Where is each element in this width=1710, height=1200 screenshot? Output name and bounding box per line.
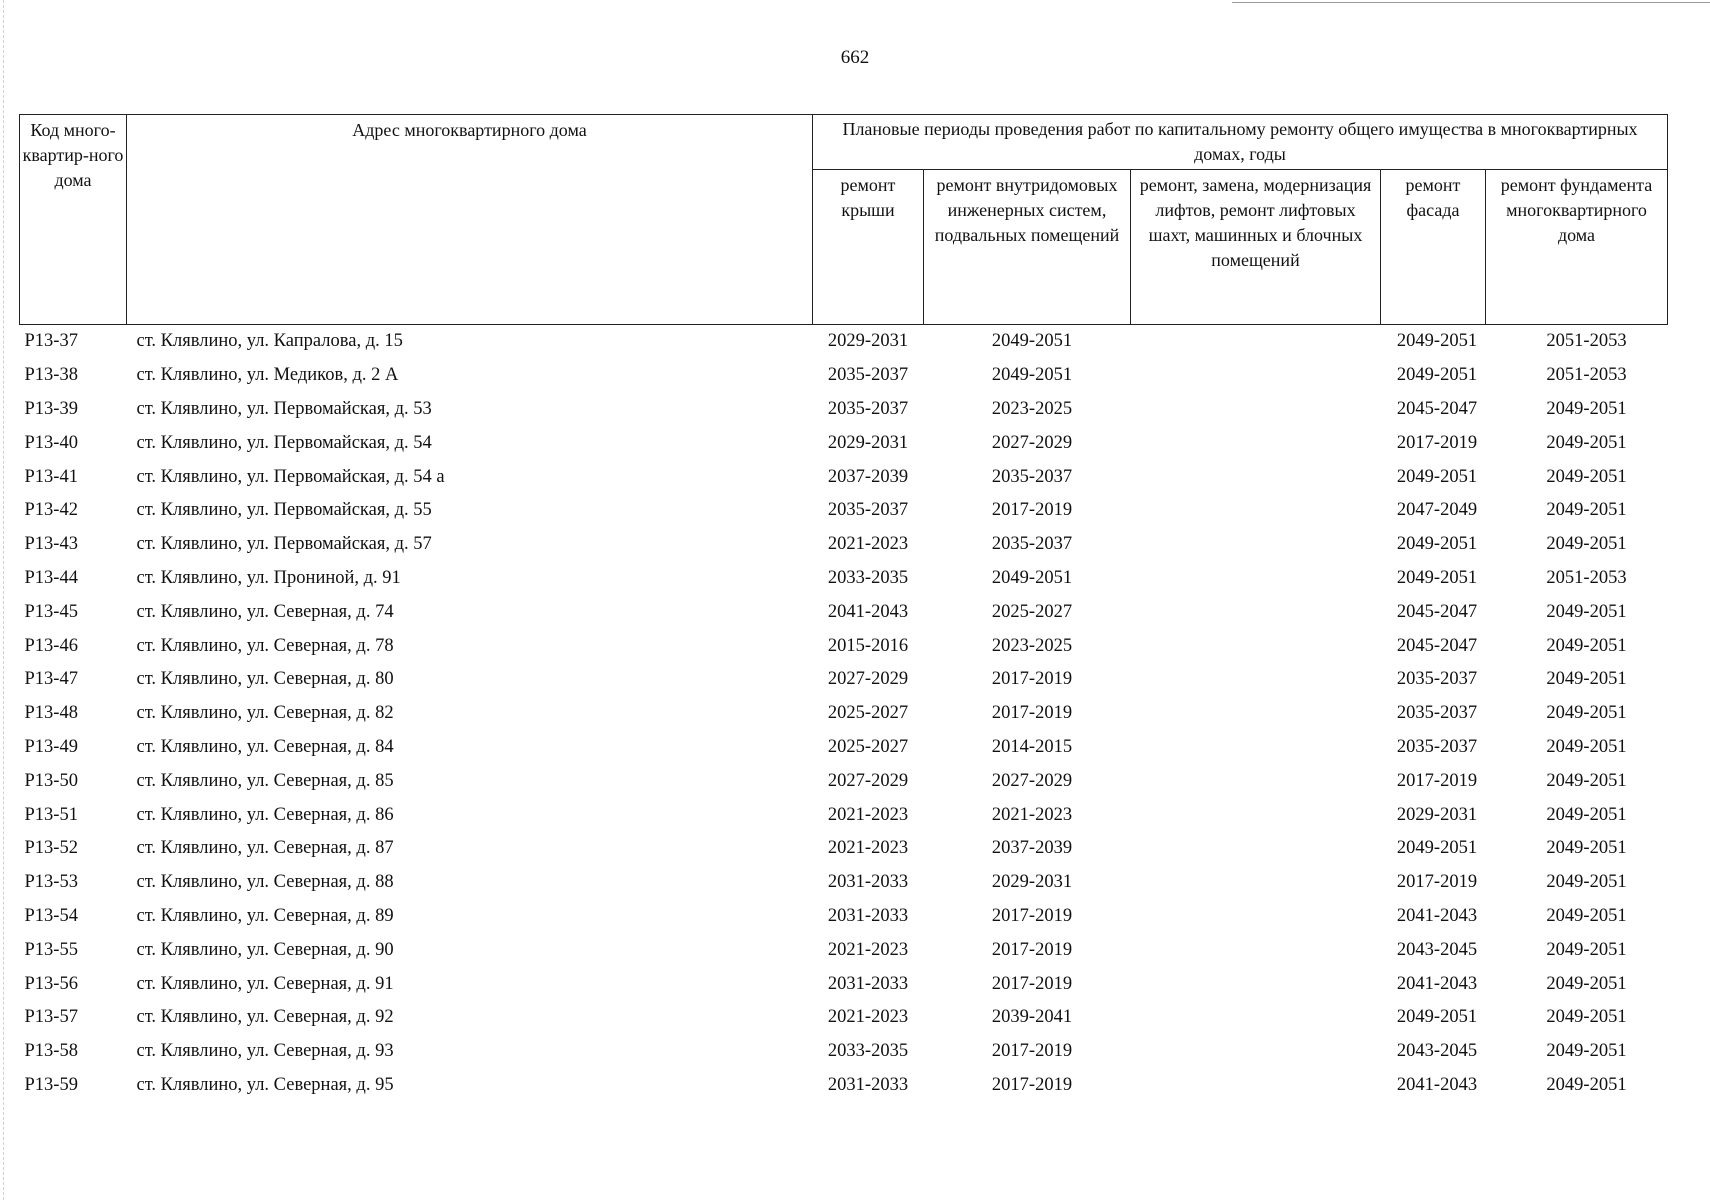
- cell-building-code: Р13-44: [24, 567, 78, 588]
- table-row: [20, 731, 1668, 765]
- cell-facade-repair: 2029-2031: [1396, 804, 1478, 825]
- cell-lift-repair: [1131, 967, 1381, 1001]
- cell-foundation-repair: 2049-2051: [1546, 398, 1627, 419]
- cell-lift-repair: [1131, 1001, 1381, 1035]
- cell-address: ст. Клявлино, ул. Капралова, д. 15: [136, 331, 403, 352]
- header-lifts: ремонт, замена, модернизация лифтов, ремонт лифтовых шахт, машинных и блочных помещений: [1131, 170, 1381, 325]
- cell-building-code: Р13-56: [24, 973, 78, 994]
- table-row: [20, 764, 1668, 798]
- cell-facade-repair: 2047-2049: [1396, 500, 1478, 521]
- cell-lift-repair: [1131, 798, 1381, 832]
- table-row: [20, 1001, 1668, 1035]
- cell-lift-repair: [1131, 393, 1381, 427]
- cell-lift-repair: [1131, 731, 1381, 765]
- cell-building-code: Р13-39: [24, 398, 78, 419]
- cell-lift-repair: [1131, 1069, 1381, 1103]
- header-systems: ремонт внутридомовых инженерных систем, подвальных помещений: [924, 170, 1131, 325]
- cell-address: ст. Клявлино, ул. Северная, д. 92: [136, 1007, 394, 1028]
- cell-foundation-repair: 2049-2051: [1546, 1007, 1627, 1028]
- header-work-periods: Плановые периоды проведения работ по капитальному ремонту общего имущества в многоквартирных домах, годы: [813, 115, 1668, 170]
- cell-address: ст. Клявлино, ул. Северная, д. 89: [136, 905, 394, 926]
- cell-building-code: Р13-37: [24, 331, 78, 352]
- cell-address: ст. Клявлино, ул. Северная, д. 90: [136, 939, 394, 960]
- cell-systems-repair: 2017-2019: [991, 500, 1073, 521]
- page-number: 662: [840, 47, 870, 68]
- cell-facade-repair: 2049-2051: [1396, 838, 1478, 859]
- cell-building-code: Р13-38: [24, 365, 78, 386]
- cell-foundation-repair: 2051-2053: [1546, 567, 1627, 588]
- cell-systems-repair: 2021-2023: [991, 804, 1073, 825]
- cell-building-code: Р13-43: [24, 534, 78, 555]
- cell-roof-repair: 2031-2033: [827, 872, 909, 893]
- header-row-top: [20, 115, 1668, 170]
- cell-roof-repair: 2031-2033: [827, 1074, 909, 1095]
- cell-foundation-repair: 2049-2051: [1546, 973, 1627, 994]
- cell-building-code: Р13-50: [24, 770, 78, 791]
- cell-roof-repair: 2015-2016: [827, 635, 909, 656]
- cell-roof-repair: 2025-2027: [827, 703, 909, 724]
- cell-systems-repair: 2037-2039: [991, 838, 1073, 859]
- cell-foundation-repair: 2049-2051: [1546, 432, 1627, 453]
- table-header: [20, 115, 1668, 325]
- header-code: Код много-квартир-ного дома: [20, 115, 127, 325]
- cell-address: ст. Клявлино, ул. Северная, д. 87: [136, 838, 394, 859]
- cell-roof-repair: 2029-2031: [827, 331, 909, 352]
- cell-building-code: Р13-59: [24, 1074, 78, 1095]
- cell-systems-repair: 2017-2019: [991, 1041, 1073, 1062]
- cell-address: ст. Клявлино, ул. Северная, д. 82: [136, 703, 394, 724]
- cell-facade-repair: 2049-2051: [1396, 534, 1478, 555]
- cell-lift-repair: [1131, 528, 1381, 562]
- cell-foundation-repair: 2049-2051: [1546, 770, 1627, 791]
- cell-roof-repair: 2027-2029: [827, 669, 909, 690]
- cell-roof-repair: 2035-2037: [827, 398, 909, 419]
- table-row: [20, 1035, 1668, 1069]
- cell-systems-repair: 2023-2025: [991, 398, 1073, 419]
- cell-foundation-repair: 2049-2051: [1546, 1074, 1627, 1095]
- cell-lift-repair: [1131, 866, 1381, 900]
- cell-building-code: Р13-57: [24, 1007, 78, 1028]
- cell-facade-repair: 2043-2045: [1396, 1041, 1478, 1062]
- cell-roof-repair: 2035-2037: [827, 365, 909, 386]
- cell-systems-repair: 2025-2027: [991, 601, 1073, 622]
- cell-address: ст. Клявлино, ул. Северная, д. 80: [136, 669, 394, 690]
- cell-building-code: Р13-52: [24, 838, 78, 859]
- table-row: [20, 866, 1668, 900]
- cell-systems-repair: 2014-2015: [991, 736, 1073, 757]
- cell-address: ст. Клявлино, ул. Первомайская, д. 55: [136, 500, 432, 521]
- table-body: [20, 325, 1668, 1103]
- header-address: Адрес многоквартирного дома: [127, 115, 813, 325]
- cell-address: ст. Клявлино, ул. Северная, д. 88: [136, 872, 394, 893]
- cell-facade-repair: 2049-2051: [1396, 331, 1478, 352]
- cell-address: ст. Клявлино, ул. Северная, д. 93: [136, 1041, 394, 1062]
- table-row: [20, 426, 1668, 460]
- table-row: [20, 900, 1668, 934]
- cell-facade-repair: 2043-2045: [1396, 939, 1478, 960]
- cell-address: ст. Клявлино, ул. Северная, д. 95: [136, 1074, 394, 1095]
- cell-foundation-repair: 2049-2051: [1546, 601, 1627, 622]
- cell-facade-repair: 2017-2019: [1396, 770, 1478, 791]
- cell-address: ст. Клявлино, ул. Прониной, д. 91: [136, 567, 401, 588]
- cell-lift-repair: [1131, 933, 1381, 967]
- cell-building-code: Р13-40: [24, 432, 78, 453]
- cell-lift-repair: [1131, 629, 1381, 663]
- cell-building-code: Р13-49: [24, 736, 78, 757]
- cell-lift-repair: [1131, 832, 1381, 866]
- cell-address: ст. Клявлино, ул. Первомайская, д. 54 а: [136, 466, 445, 487]
- cell-building-code: Р13-55: [24, 939, 78, 960]
- cell-roof-repair: 2021-2023: [827, 838, 909, 859]
- cell-systems-repair: 2035-2037: [991, 534, 1073, 555]
- cell-building-code: Р13-58: [24, 1041, 78, 1062]
- cell-systems-repair: 2035-2037: [991, 466, 1073, 487]
- cell-foundation-repair: 2049-2051: [1546, 703, 1627, 724]
- header-facade: ремонт фасада: [1381, 170, 1486, 325]
- table-row: [20, 832, 1668, 866]
- cell-lift-repair: [1131, 697, 1381, 731]
- cell-facade-repair: 2041-2043: [1396, 905, 1478, 926]
- cell-lift-repair: [1131, 764, 1381, 798]
- table-row: [20, 494, 1668, 528]
- table-row: [20, 359, 1668, 393]
- cell-roof-repair: 2025-2027: [827, 736, 909, 757]
- cell-lift-repair: [1131, 1035, 1381, 1069]
- cell-lift-repair: [1131, 595, 1381, 629]
- cell-facade-repair: 2049-2051: [1396, 1007, 1478, 1028]
- cell-building-code: Р13-41: [24, 466, 78, 487]
- cell-foundation-repair: 2049-2051: [1546, 736, 1627, 757]
- cell-systems-repair: 2039-2041: [991, 1007, 1073, 1028]
- cell-foundation-repair: 2051-2053: [1546, 365, 1627, 386]
- cell-building-code: Р13-53: [24, 872, 78, 893]
- cell-systems-repair: 2027-2029: [991, 432, 1073, 453]
- table-row: [20, 325, 1668, 359]
- table-row: [20, 967, 1668, 1001]
- cell-systems-repair: 2017-2019: [991, 1074, 1073, 1095]
- cell-systems-repair: 2017-2019: [991, 905, 1073, 926]
- cell-roof-repair: 2037-2039: [827, 466, 909, 487]
- cell-roof-repair: 2031-2033: [827, 905, 909, 926]
- cell-address: ст. Клявлино, ул. Первомайская, д. 54: [136, 432, 432, 453]
- cell-roof-repair: 2027-2029: [827, 770, 909, 791]
- cell-lift-repair: [1131, 494, 1381, 528]
- cell-address: ст. Клявлино, ул. Северная, д. 85: [136, 770, 394, 791]
- table-row: [20, 663, 1668, 697]
- cell-roof-repair: 2029-2031: [827, 432, 909, 453]
- cell-facade-repair: 2035-2037: [1396, 669, 1478, 690]
- cell-foundation-repair: 2049-2051: [1546, 635, 1627, 656]
- cell-foundation-repair: 2049-2051: [1546, 939, 1627, 960]
- cell-foundation-repair: 2049-2051: [1546, 500, 1627, 521]
- repair-schedule-table: [19, 114, 1668, 1102]
- table-row: [20, 595, 1668, 629]
- scan-margin-rule: [3, 0, 4, 1200]
- cell-foundation-repair: 2049-2051: [1546, 1041, 1627, 1062]
- cell-roof-repair: 2031-2033: [827, 973, 909, 994]
- cell-systems-repair: 2027-2029: [991, 770, 1073, 791]
- table-row: [20, 933, 1668, 967]
- cell-address: ст. Клявлино, ул. Северная, д. 84: [136, 736, 394, 757]
- scan-top-rule: [1232, 2, 1710, 3]
- cell-lift-repair: [1131, 325, 1381, 359]
- cell-building-code: Р13-54: [24, 905, 78, 926]
- cell-systems-repair: 2017-2019: [991, 973, 1073, 994]
- cell-address: ст. Клявлино, ул. Северная, д. 86: [136, 804, 394, 825]
- table-row: [20, 798, 1668, 832]
- cell-foundation-repair: 2049-2051: [1546, 838, 1627, 859]
- header-roof: ремонт крыши: [813, 170, 924, 325]
- cell-foundation-repair: 2051-2053: [1546, 331, 1627, 352]
- cell-roof-repair: 2033-2035: [827, 1041, 909, 1062]
- cell-foundation-repair: 2049-2051: [1546, 466, 1627, 487]
- table-row: [20, 528, 1668, 562]
- table-row: [20, 1069, 1668, 1103]
- cell-roof-repair: 2021-2023: [827, 939, 909, 960]
- cell-systems-repair: 2023-2025: [991, 635, 1073, 656]
- cell-facade-repair: 2035-2037: [1396, 736, 1478, 757]
- cell-roof-repair: 2021-2023: [827, 804, 909, 825]
- cell-facade-repair: 2049-2051: [1396, 567, 1478, 588]
- cell-lift-repair: [1131, 460, 1381, 494]
- cell-roof-repair: 2041-2043: [827, 601, 909, 622]
- cell-facade-repair: 2017-2019: [1396, 872, 1478, 893]
- cell-facade-repair: 2017-2019: [1396, 432, 1478, 453]
- cell-lift-repair: [1131, 663, 1381, 697]
- cell-facade-repair: 2035-2037: [1396, 703, 1478, 724]
- cell-lift-repair: [1131, 900, 1381, 934]
- cell-building-code: Р13-45: [24, 601, 78, 622]
- cell-facade-repair: 2041-2043: [1396, 1074, 1478, 1095]
- cell-building-code: Р13-42: [24, 500, 78, 521]
- cell-lift-repair: [1131, 359, 1381, 393]
- cell-systems-repair: 2049-2051: [991, 567, 1073, 588]
- cell-address: ст. Клявлино, ул. Северная, д. 74: [136, 601, 394, 622]
- cell-building-code: Р13-51: [24, 804, 78, 825]
- cell-lift-repair: [1131, 562, 1381, 596]
- table-row: [20, 460, 1668, 494]
- cell-systems-repair: 2029-2031: [991, 872, 1073, 893]
- cell-building-code: Р13-46: [24, 635, 78, 656]
- cell-lift-repair: [1131, 426, 1381, 460]
- cell-systems-repair: 2017-2019: [991, 939, 1073, 960]
- cell-roof-repair: 2033-2035: [827, 567, 909, 588]
- cell-facade-repair: 2045-2047: [1396, 601, 1478, 622]
- cell-address: ст. Клявлино, ул. Медиков, д. 2 А: [136, 365, 399, 386]
- cell-address: ст. Клявлино, ул. Северная, д. 78: [136, 635, 394, 656]
- cell-building-code: Р13-47: [24, 669, 78, 690]
- cell-foundation-repair: 2049-2051: [1546, 804, 1627, 825]
- cell-systems-repair: 2049-2051: [991, 331, 1073, 352]
- cell-facade-repair: 2049-2051: [1396, 466, 1478, 487]
- header-foundation: ремонт фундамента многоквартирного дома: [1486, 170, 1668, 325]
- cell-systems-repair: 2017-2019: [991, 703, 1073, 724]
- cell-foundation-repair: 2049-2051: [1546, 669, 1627, 690]
- cell-address: ст. Клявлино, ул. Северная, д. 91: [136, 973, 394, 994]
- cell-facade-repair: 2045-2047: [1396, 635, 1478, 656]
- cell-facade-repair: 2045-2047: [1396, 398, 1478, 419]
- table-row: [20, 697, 1668, 731]
- cell-facade-repair: 2041-2043: [1396, 973, 1478, 994]
- cell-roof-repair: 2021-2023: [827, 534, 909, 555]
- cell-systems-repair: 2049-2051: [991, 365, 1073, 386]
- table-row: [20, 562, 1668, 596]
- table-row: [20, 393, 1668, 427]
- cell-foundation-repair: 2049-2051: [1546, 534, 1627, 555]
- cell-foundation-repair: 2049-2051: [1546, 872, 1627, 893]
- table-row: [20, 629, 1668, 663]
- cell-address: ст. Клявлино, ул. Первомайская, д. 57: [136, 534, 432, 555]
- cell-roof-repair: 2035-2037: [827, 500, 909, 521]
- cell-address: ст. Клявлино, ул. Первомайская, д. 53: [136, 398, 432, 419]
- cell-roof-repair: 2021-2023: [827, 1007, 909, 1028]
- cell-building-code: Р13-48: [24, 703, 78, 724]
- cell-systems-repair: 2017-2019: [991, 669, 1073, 690]
- cell-foundation-repair: 2049-2051: [1546, 905, 1627, 926]
- cell-facade-repair: 2049-2051: [1396, 365, 1478, 386]
